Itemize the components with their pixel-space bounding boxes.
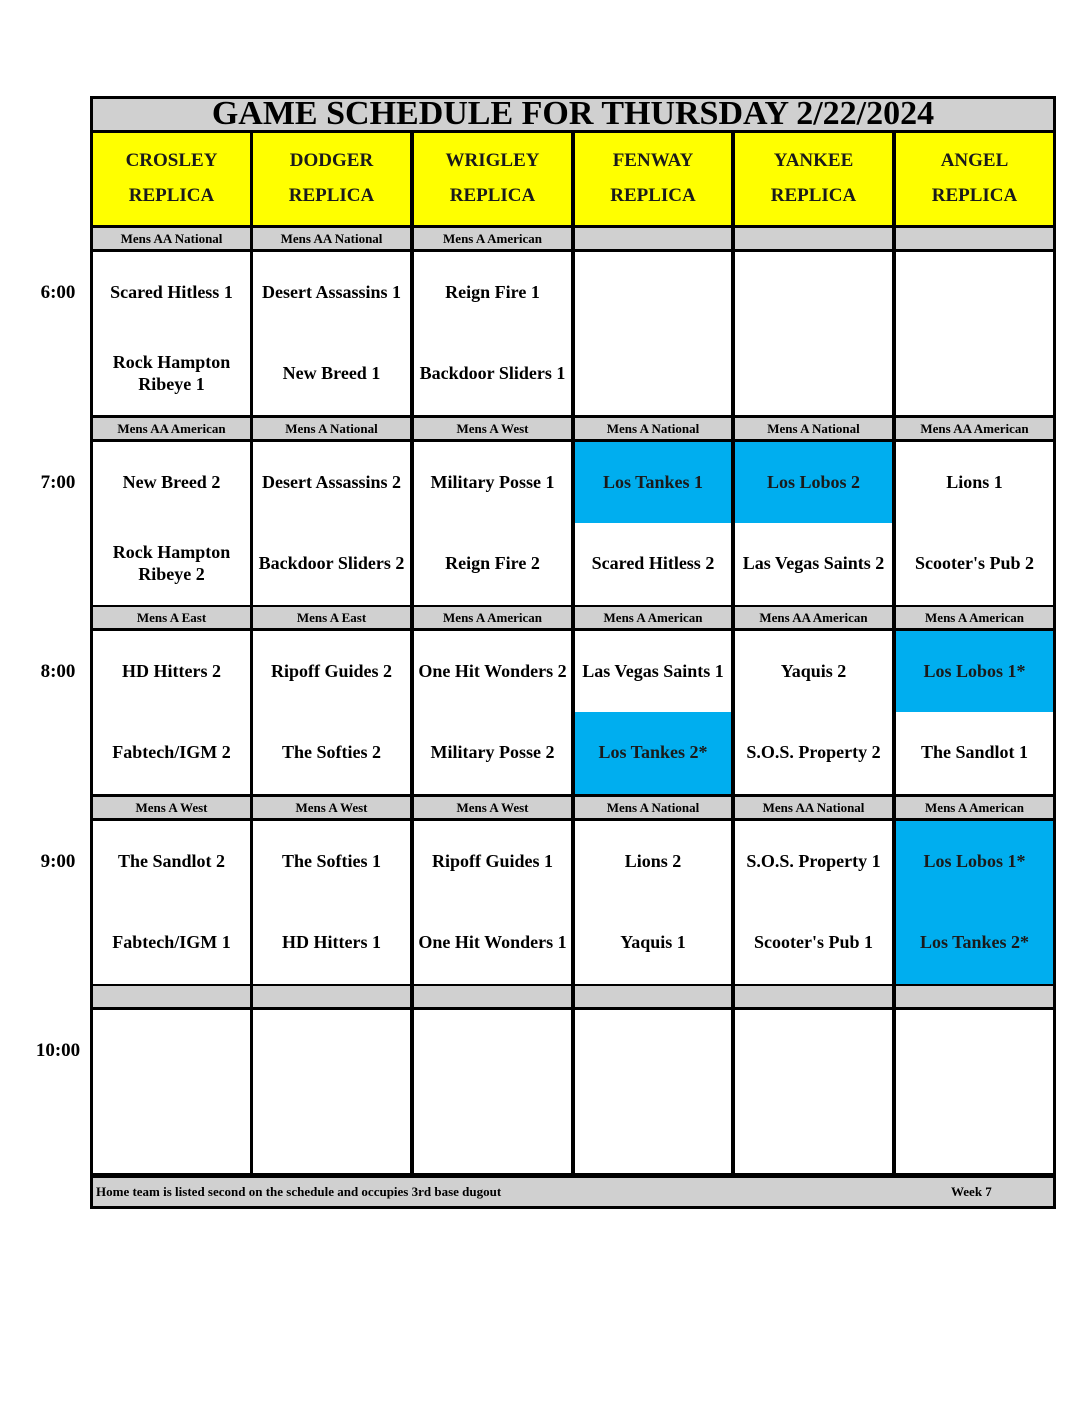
division-label <box>414 607 571 628</box>
division-label <box>735 986 892 1007</box>
division-label <box>93 986 250 1007</box>
home-team <box>253 523 410 605</box>
division-label <box>735 418 892 439</box>
team-name: Los Lobos 2 <box>766 471 861 492</box>
division-text: Mens AA National <box>120 230 223 246</box>
home-team <box>414 902 571 984</box>
schedule-title: GAME SCHEDULE FOR THURSDAY 2/22/2024 <box>93 99 1053 130</box>
field-subtitle: REPLICA <box>770 184 857 206</box>
team-name: Fabtech/IGM 1 <box>112 932 231 953</box>
home-team <box>253 333 410 415</box>
division-label <box>896 228 1053 249</box>
home-team <box>93 523 250 605</box>
away-team <box>93 252 250 333</box>
team-name: HD Hitters 2 <box>122 660 221 681</box>
division-label <box>575 228 731 249</box>
division-label <box>896 418 1053 439</box>
home-team <box>735 333 892 415</box>
field-name: FENWAY <box>612 150 694 172</box>
away-team <box>414 442 571 523</box>
division-label <box>414 418 571 439</box>
away-team <box>575 631 731 712</box>
home-team <box>896 523 1053 605</box>
team-name: Rock Hampton Ribeye 2 <box>112 542 231 584</box>
team-name: Los Lobos 1* <box>923 660 1026 681</box>
home-team <box>414 523 571 605</box>
division-label <box>414 228 571 249</box>
team-name: Lions 2 <box>624 850 682 871</box>
field-subtitle: REPLICA <box>128 184 215 206</box>
home-team <box>896 712 1053 794</box>
team-name: S.O.S. Property 2 <box>746 742 881 763</box>
team-name: Ripoff Guides 1 <box>431 850 554 871</box>
division-label <box>575 986 731 1007</box>
division-label <box>896 797 1053 818</box>
away-team <box>253 252 410 333</box>
field-name: ANGEL <box>940 150 1009 172</box>
field-name: WRIGLEY <box>445 150 540 172</box>
team-name: Scared Hitless 2 <box>591 553 715 574</box>
home-team <box>735 523 892 605</box>
away-team <box>735 442 892 523</box>
away-team <box>735 252 892 333</box>
team-name: Reign Fire 1 <box>445 281 540 302</box>
division-text: Mens A American <box>443 609 542 625</box>
time-label: 7:00 <box>40 472 76 493</box>
team-name: Reign Fire 2 <box>445 553 540 574</box>
home-team <box>735 712 892 794</box>
team-name: Las Vegas Saints 1 <box>582 660 724 681</box>
division-label <box>414 986 571 1007</box>
away-team <box>414 821 571 902</box>
team-name: S.O.S. Property 1 <box>746 850 881 871</box>
time-label: 6:00 <box>40 282 76 303</box>
team-name: Desert Assassins 1 <box>261 281 401 302</box>
week-label: Week 7 <box>951 1184 992 1199</box>
team-name: Los Tankes 2* <box>919 932 1030 953</box>
home-team <box>896 902 1053 984</box>
team-name: Desert Assassins 2 <box>261 471 401 492</box>
division-text: Mens A American <box>925 799 1024 815</box>
division-text: Mens A National <box>767 420 860 436</box>
home-team <box>93 333 250 415</box>
division-label <box>253 797 410 818</box>
team-name: Scooter's Pub 1 <box>754 932 873 953</box>
empty-slot <box>575 1010 731 1173</box>
team-name: The Sandlot 2 <box>117 850 226 871</box>
field-subtitle: REPLICA <box>449 184 536 206</box>
division-text: Mens A American <box>443 230 542 246</box>
away-team <box>896 821 1053 902</box>
division-label <box>93 797 250 818</box>
team-name: Military Posse 2 <box>430 742 555 763</box>
team-name: New Breed 1 <box>282 363 381 384</box>
division-text: Mens A National <box>606 799 700 815</box>
home-team <box>414 333 571 415</box>
team-name: Backdoor Sliders 1 <box>419 363 566 384</box>
division-text: Mens A National <box>285 420 378 436</box>
away-team <box>93 442 250 523</box>
footer-band <box>93 1178 1053 1206</box>
away-team <box>896 442 1053 523</box>
away-team <box>414 252 571 333</box>
division-label <box>253 986 410 1007</box>
field-header <box>575 133 731 225</box>
away-team <box>253 442 410 523</box>
time-label: 8:00 <box>40 661 76 682</box>
home-team <box>253 902 410 984</box>
division-text: Mens A American <box>603 609 703 625</box>
empty-slot <box>253 1010 410 1173</box>
team-name: The Softies 1 <box>282 850 381 871</box>
division-text: Mens AA American <box>759 609 868 625</box>
footer-note: Home team is listed second on the schedule and occupies 3rd base dugout <box>96 1184 502 1200</box>
division-text: Mens A West <box>135 799 208 815</box>
away-team <box>575 442 731 523</box>
team-name: Scared Hitless 1 <box>110 281 233 302</box>
team-name: Los Lobos 1* <box>923 850 1026 871</box>
home-team <box>575 712 731 794</box>
division-label <box>735 228 892 249</box>
team-name: Los Tankes 2* <box>598 742 708 763</box>
division-label <box>575 607 731 628</box>
away-team <box>735 821 892 902</box>
division-label <box>896 986 1053 1007</box>
field-name: YANKEE <box>773 150 854 172</box>
empty-slot <box>896 1010 1053 1173</box>
home-team <box>93 902 250 984</box>
team-name: Ripoff Guides 2 <box>270 660 393 681</box>
empty-slot <box>93 1010 250 1173</box>
division-text: Mens A National <box>606 420 700 436</box>
away-team <box>414 631 571 712</box>
team-name: Rock Hampton Ribeye 1 <box>112 352 231 394</box>
team-name: Los Tankes 1 <box>602 471 704 492</box>
home-team <box>93 712 250 794</box>
team-name: Yaquis 2 <box>780 660 847 681</box>
division-label <box>735 607 892 628</box>
division-label <box>575 418 731 439</box>
away-team <box>735 631 892 712</box>
away-team <box>93 821 250 902</box>
division-text: Mens AA American <box>920 420 1029 436</box>
division-label <box>896 607 1053 628</box>
team-name: Yaquis 1 <box>620 932 686 953</box>
away-team <box>575 821 731 902</box>
division-text: Mens A East <box>296 609 367 625</box>
time-label: 9:00 <box>40 851 76 872</box>
field-header <box>253 133 410 225</box>
team-name: New Breed 2 <box>122 471 221 492</box>
team-name: One Hit Wonders 2 <box>418 660 567 681</box>
home-team <box>896 333 1053 415</box>
away-team <box>253 821 410 902</box>
division-label <box>93 228 250 249</box>
division-text: Mens AA National <box>762 799 865 815</box>
division-label <box>735 797 892 818</box>
team-name: HD Hitters 1 <box>282 932 381 953</box>
division-label <box>253 607 410 628</box>
team-name: Fabtech/IGM 2 <box>112 742 231 763</box>
division-text: Mens A West <box>456 799 529 815</box>
team-name: Las Vegas Saints 2 <box>742 553 885 574</box>
home-team <box>253 712 410 794</box>
team-name: Scooter's Pub 2 <box>915 553 1034 574</box>
team-name: Military Posse 1 <box>430 471 555 492</box>
away-team <box>253 631 410 712</box>
field-subtitle: REPLICA <box>288 184 375 206</box>
team-name: Backdoor Sliders 2 <box>258 553 405 574</box>
division-text: Mens AA American <box>117 420 226 436</box>
field-name: CROSLEY <box>125 150 218 172</box>
team-name: The Softies 2 <box>282 742 381 763</box>
away-team <box>896 252 1053 333</box>
division-label <box>414 797 571 818</box>
empty-slot <box>735 1010 892 1173</box>
division-text: Mens A East <box>136 609 207 625</box>
division-text: Mens A American <box>925 609 1024 625</box>
schedule-table <box>90 96 1056 1209</box>
team-name: One Hit Wonders 1 <box>418 932 567 953</box>
home-team <box>735 902 892 984</box>
away-team <box>575 252 731 333</box>
division-label <box>253 418 410 439</box>
division-text: Mens A West <box>456 420 529 436</box>
away-team <box>896 631 1053 712</box>
division-label <box>93 418 250 439</box>
team-name: Lions 1 <box>946 471 1003 492</box>
away-team <box>93 631 250 712</box>
field-subtitle: REPLICA <box>931 184 1018 206</box>
empty-slot <box>414 1010 571 1173</box>
division-label <box>93 607 250 628</box>
field-header <box>896 133 1053 225</box>
home-team <box>414 712 571 794</box>
field-header <box>93 133 250 225</box>
division-label <box>575 797 731 818</box>
division-label <box>253 228 410 249</box>
time-label: 10:00 <box>35 1040 81 1061</box>
field-name: DODGER <box>289 150 374 172</box>
field-header <box>735 133 892 225</box>
home-team <box>575 902 731 984</box>
field-subtitle: REPLICA <box>610 184 696 206</box>
field-header <box>414 133 571 225</box>
team-name: The Sandlot 1 <box>920 742 1029 763</box>
home-team <box>575 523 731 605</box>
division-text: Mens A West <box>295 799 368 815</box>
home-team <box>575 333 731 415</box>
division-text: Mens AA National <box>280 230 383 246</box>
